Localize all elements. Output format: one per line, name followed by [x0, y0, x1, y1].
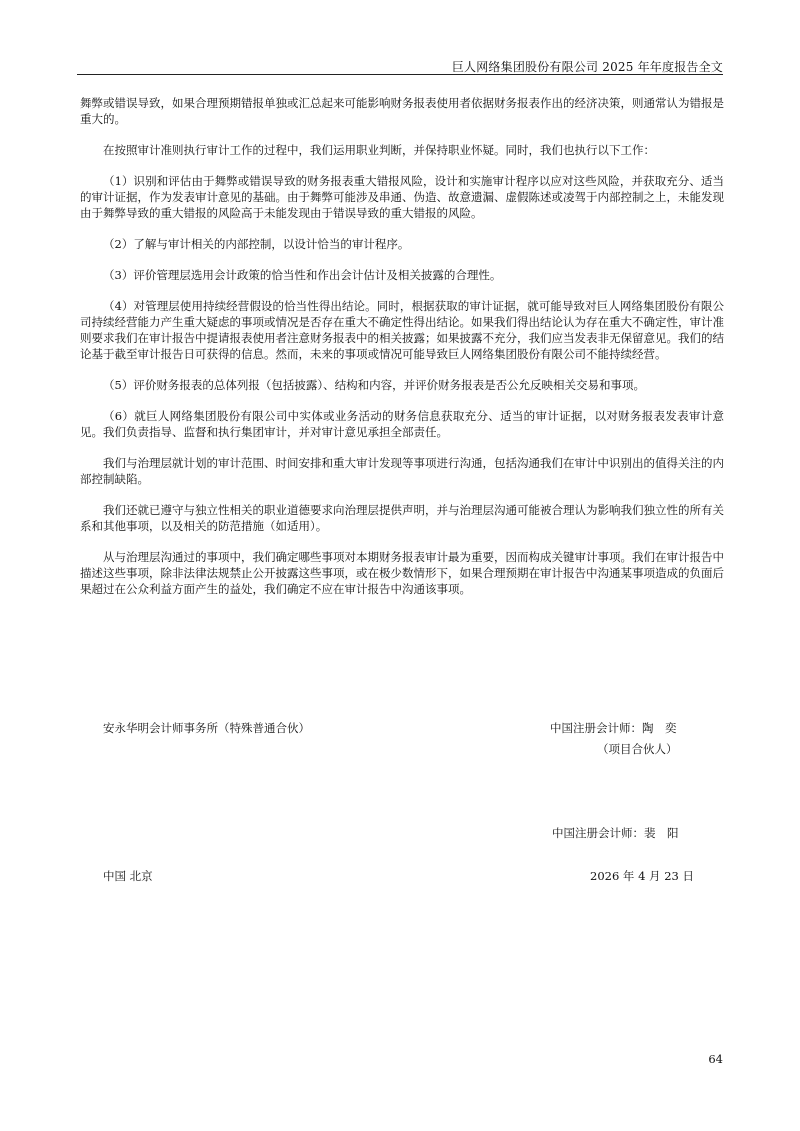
cpa-role-label: （项目合伙人）	[597, 742, 678, 756]
paragraph-5: （3）评价管理层选用会计政策的恰当性和作出会计估计及相关披露的合理性。	[103, 268, 502, 282]
paragraph-8: （6）就巨人网络集团股份有限公司中实体或业务活动的财务信息获取充分、适当的审计证据，以对财务报表发表审计意见。我们负责指导、监督和执行集团审计，并对审计意见承担全部责任。	[80, 409, 724, 439]
signing-location: 中国 北京	[103, 869, 153, 883]
report-date: 2026 年 4 月 23 日	[590, 869, 694, 883]
paragraph-3: （1）识别和评估由于舞弊或错误导致的财务报表重大错报风险，设计和实施审计程序以应对这些风险，并获取充分、适当的审计证据，作为发表审计意见的基础。由于舞弊可能涉及串通、伪造、故意遗漏、虚假陈述或凌驾于内部控制之上，未能发现由于舞弊导致的重大错报的风险高于未能发现由于错误导致的重大错报的风险。	[80, 174, 724, 220]
cpa-signature-1: 中国注册会计师：陶 奕	[550, 721, 677, 735]
cpa-signature-2: 中国注册会计师：裴 阳	[552, 826, 679, 840]
paragraph-11: 从与治理层沟通过的事项中，我们确定哪些事项对本期财务报表审计最为重要，因而构成关键审计事项。我们在审计报告中描述这些事项，除非法律法规禁止公开披露这些事项，或在极少数情形下，如果合理预期在审计报告中沟通某事项造成的负面后果超过在公众利益方面产生的益处，我们确定不应在审计报告中沟通该事项。	[80, 550, 724, 596]
paragraph-4: （2）了解与审计相关的内部控制，以设计恰当的审计程序。	[103, 237, 410, 251]
paragraph-1: 舞弊或错误导致，如果合理预期错报单独或汇总起来可能影响财务报表使用者依据财务报表作出的经济决策，则通常认为错报是重大的。	[80, 96, 724, 126]
page-number: 64	[708, 1052, 723, 1066]
paragraph-2: 在按照审计准则执行审计工作的过程中，我们运用职业判断，并保持职业怀疑。同时，我们也执行以下工作：	[103, 143, 655, 157]
paragraph-10: 我们还就已遵守与独立性相关的职业道德要求向治理层提供声明，并与治理层沟通可能被合理认为影响我们独立性的所有关系和其他事项，以及相关的防范措施（如适用）。	[80, 503, 724, 533]
report-body	[80, 95, 724, 612]
paragraph-7: （5）评价财务报表的总体列报（包括披露）、结构和内容，并评价财务报表是否公允反映相关交易和事项。	[103, 378, 646, 392]
audit-firm-name: 安永华明会计师事务所（特殊普通合伙）	[103, 721, 310, 735]
header-title: 巨人网络集团股份有限公司 2025 年年度报告全文	[451, 60, 723, 74]
header-rule	[77, 74, 723, 75]
paragraph-9: 我们与治理层就计划的审计范围、时间安排和重大审计发现等事项进行沟通，包括沟通我们在审计中识别出的值得关注的内部控制缺陷。	[80, 456, 724, 486]
paragraph-6: （4）对管理层使用持续经营假设的恰当性得出结论。同时，根据获取的审计证据，就可能导致对巨人网络集团股份有限公司持续经营能力产生重大疑虑的事项或情况是否存在重大不确定性得出结论。如果我们得出结论认为存在重大不确定性，审计准则要求我们在审计报告中提请报表使用者注意财务报表中的相关披露；如果披露不充分，我们应当发表非无保留意见。我们的结论基于截至审计报告日可获得的信息。然而，未来的事项或情况可能导致巨人网络集团股份有限公司不能持续经营。	[80, 299, 724, 361]
